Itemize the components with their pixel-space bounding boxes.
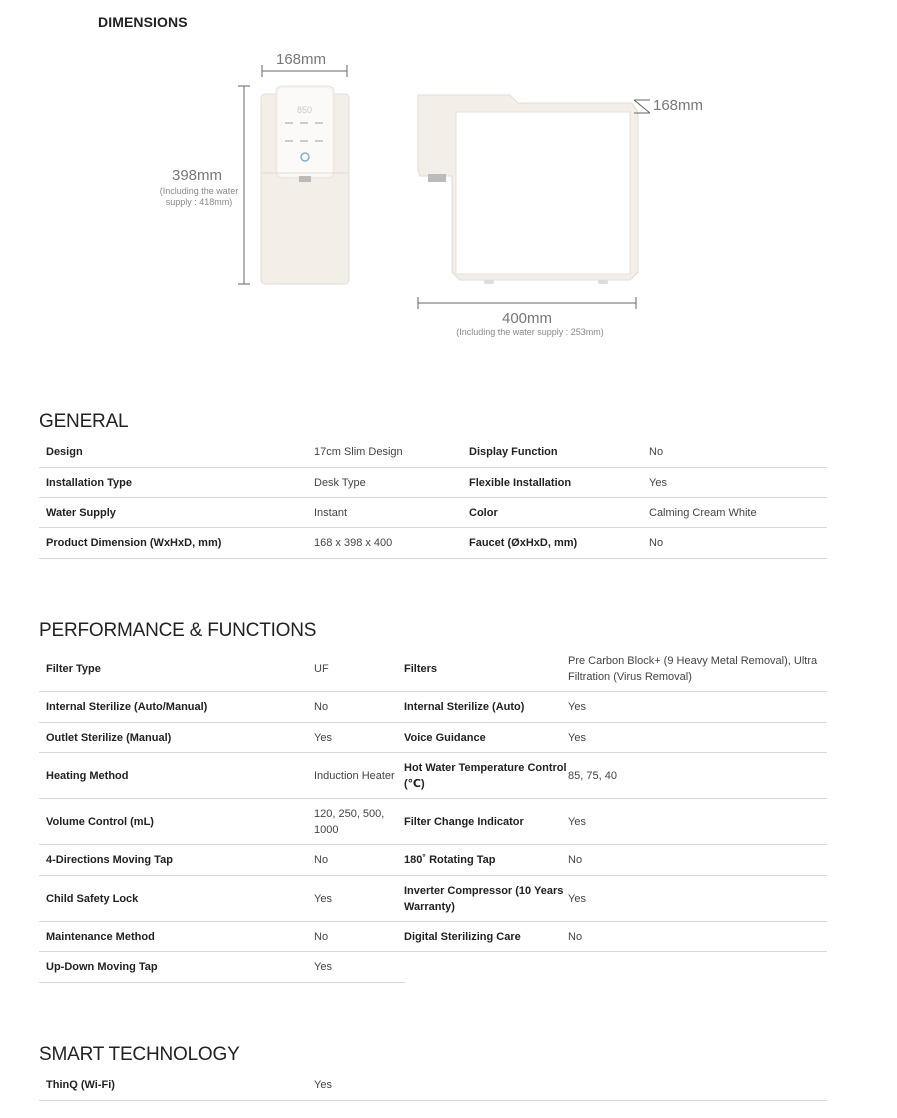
height-note: (Including the water supply : 418mm) <box>159 186 239 207</box>
spec-key: Filters <box>404 662 438 675</box>
spec-value: Instant <box>314 506 348 519</box>
smart-spec-table <box>39 1070 827 1101</box>
side-view-purifier <box>418 95 638 284</box>
spec-key: 180˚ Rotating Tap <box>404 854 496 866</box>
spec-key: Hot Water Temperature Control (℃) <box>404 761 567 790</box>
spec-key: Heating Method <box>46 769 129 782</box>
general-spec-table <box>39 437 827 559</box>
dimensions-title: DIMENSIONS <box>98 14 188 30</box>
height-label: 398mm <box>172 167 223 184</box>
spec-value: Yes <box>314 892 332 905</box>
spec-value: No <box>314 701 329 713</box>
side-width-dimension-line <box>418 297 636 309</box>
spec-key: Flexible Installation <box>469 476 572 489</box>
spec-value: Yes <box>314 961 332 973</box>
spec-key: ThinQ (Wi-Fi) <box>46 1079 115 1091</box>
table-row <box>39 723 827 753</box>
general-section-title: GENERAL <box>39 411 129 432</box>
table-row <box>39 753 827 799</box>
spec-key: Digital Sterilizing Care <box>404 930 521 943</box>
smart-section-title: SMART TECHNOLOGY <box>39 1044 240 1065</box>
front-view-purifier <box>261 86 349 284</box>
spec-key: Design <box>46 446 83 458</box>
performance-spec-table <box>39 646 827 952</box>
spec-value: No <box>568 854 583 866</box>
spec-value: Pre Carbon Block+ (9 Heavy Metal Removal), Ultra Filtration (Virus Removal) <box>568 654 818 683</box>
table-row <box>39 952 405 983</box>
table-row <box>39 468 827 498</box>
spec-value: Yes <box>314 731 332 744</box>
table-row <box>39 437 827 468</box>
spec-key: Product Dimension (WxHxD, mm) <box>46 537 222 549</box>
table-row <box>39 1070 827 1101</box>
spec-key: Inverter Compressor (10 Years Warranty) <box>404 884 564 913</box>
spec-key: Voice Guidance <box>404 731 486 744</box>
spec-key: Volume Control (mL) <box>46 815 154 828</box>
table-row <box>39 646 827 692</box>
spec-key: Filter Change Indicator <box>404 815 524 828</box>
table-row <box>39 845 827 876</box>
spec-value: No <box>649 446 664 458</box>
spec-value: 17cm Slim Design <box>314 446 403 458</box>
table-row <box>39 922 827 952</box>
spec-value: No <box>314 854 329 866</box>
spec-value: 120, 250, 500, 1000 <box>314 807 385 836</box>
spec-key: Up-Down Moving Tap <box>46 961 158 973</box>
side-width-label: 400mm <box>502 310 553 327</box>
spec-key: 4-Directions Moving Tap <box>46 854 173 866</box>
spec-key: Installation Type <box>46 476 132 489</box>
table-row <box>39 799 827 845</box>
spec-key: Outlet Sterilize (Manual) <box>46 731 172 744</box>
height-dimension-line <box>238 86 250 284</box>
spec-value: 168 x 398 x 400 <box>314 537 393 549</box>
spec-key: Filter Type <box>46 662 101 675</box>
spec-value: No <box>649 537 664 549</box>
spec-value: Yes <box>568 892 586 905</box>
performance-section-title: PERFORMANCE & FUNCTIONS <box>39 620 317 641</box>
spec-key: Display Function <box>469 446 558 458</box>
spec-key: Child Safety Lock <box>46 892 139 905</box>
front-width-label: 168mm <box>276 51 327 68</box>
spec-value: UF <box>314 662 329 675</box>
table-row <box>39 498 827 528</box>
spec-value: No <box>568 930 583 943</box>
side-width-note: (Including the water supply : 253mm) <box>456 327 604 337</box>
spec-key: Maintenance Method <box>46 930 155 943</box>
spec-value: Desk Type <box>314 476 366 489</box>
performance-last-row-table <box>39 952 405 983</box>
spec-value: Yes <box>568 815 586 828</box>
spec-value: Yes <box>568 701 586 713</box>
spec-value: Calming Cream White <box>649 506 757 519</box>
side-depth-label: 168mm <box>653 97 704 114</box>
front-display-reading: 850 <box>297 105 313 115</box>
spec-value: Yes <box>649 476 667 489</box>
spec-key: Water Supply <box>46 506 116 519</box>
spec-value: 85, 75, 40 <box>568 769 617 782</box>
spec-key: Internal Sterilize (Auto/Manual) <box>46 701 208 713</box>
spec-value: Induction Heater <box>314 769 395 782</box>
spec-key: Internal Sterilize (Auto) <box>404 701 525 713</box>
spec-value: Yes <box>314 1079 332 1091</box>
table-row <box>39 876 827 922</box>
spec-value: No <box>314 930 329 943</box>
spec-key: Color <box>469 506 498 519</box>
table-row <box>39 692 827 723</box>
spec-key: Faucet (ØxHxD, mm) <box>469 537 578 549</box>
dimension-drawing <box>0 40 897 360</box>
spec-value: Yes <box>568 731 586 744</box>
table-row <box>39 528 827 559</box>
